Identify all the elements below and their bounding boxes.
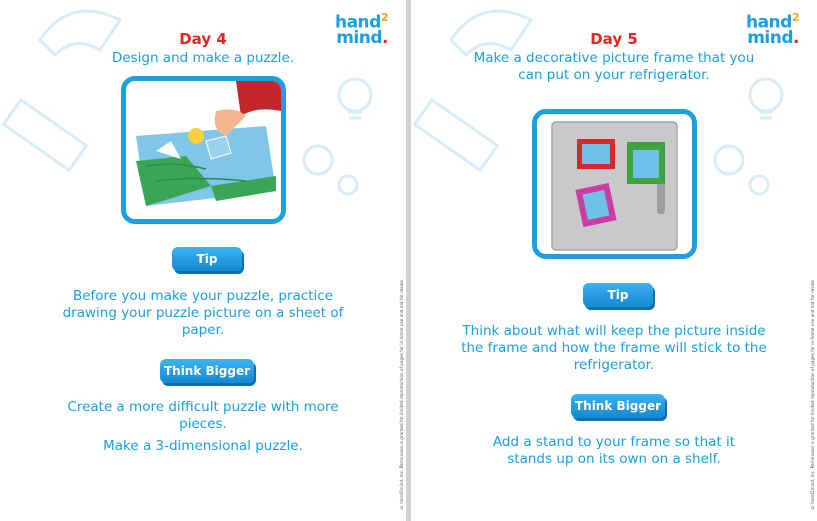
lightbulb-base [759,112,773,118]
think-bigger-label: Think Bigger [160,359,254,383]
ruler-icon [4,100,87,170]
copyright-notice: © hand2mind, Inc. Permission is granted for limited reproduction of pages for in-home use and not for resale. [810,278,815,510]
think-bigger-text-1: Add a stand to your frame so that it stands up on its own on a shelf. [492,434,736,467]
hand2mind-logo: hand$^2$ mind. [334,11,388,48]
puzzle-picture-icon [126,81,281,219]
refrigerator-illustration [532,109,697,259]
tip-text: Think about what will keep the picture inside the frame and how the frame will stick to the refrigerator. [461,323,767,373]
copyright-notice: © hand2mind, Inc. Permission is granted for limited reproduction of pages for in-home use and not for resale. [399,278,404,510]
day-title: Day 4 [179,30,227,48]
tip-label: Tip [172,247,242,271]
activity-page-day-4 [0,0,406,521]
lightbulb-icon [339,79,371,111]
activity-heading: Design and make a puzzle. [111,50,295,66]
gear-icon-small [339,176,357,194]
refrigerator-picture-icon [537,114,692,254]
hand2mind-logo: hand$^2$ mind. [745,11,799,48]
gear-icon-large [304,146,332,174]
lightbulb-base [348,112,362,118]
think-bigger-text-2: Make a 3-dimensional puzzle. [103,438,303,454]
think-bigger-label: Think Bigger [571,394,665,418]
tip-text: Before you make your puzzle, practice drawing your puzzle picture on a sheet of paper. [62,288,344,338]
puzzle-illustration [121,76,286,224]
think-bigger-text-1: Create a more difficult puzzle with more pieces. [67,399,339,432]
activity-page-day-5 [411,0,817,521]
gear-icon-small [750,176,768,194]
ruler-icon [415,100,498,170]
activity-heading: Make a decorative picture frame that you can put on your refrigerator. [473,50,755,83]
day-title: Day 5 [590,30,638,48]
gear-icon-large [715,146,743,174]
tip-label: Tip [583,283,653,307]
